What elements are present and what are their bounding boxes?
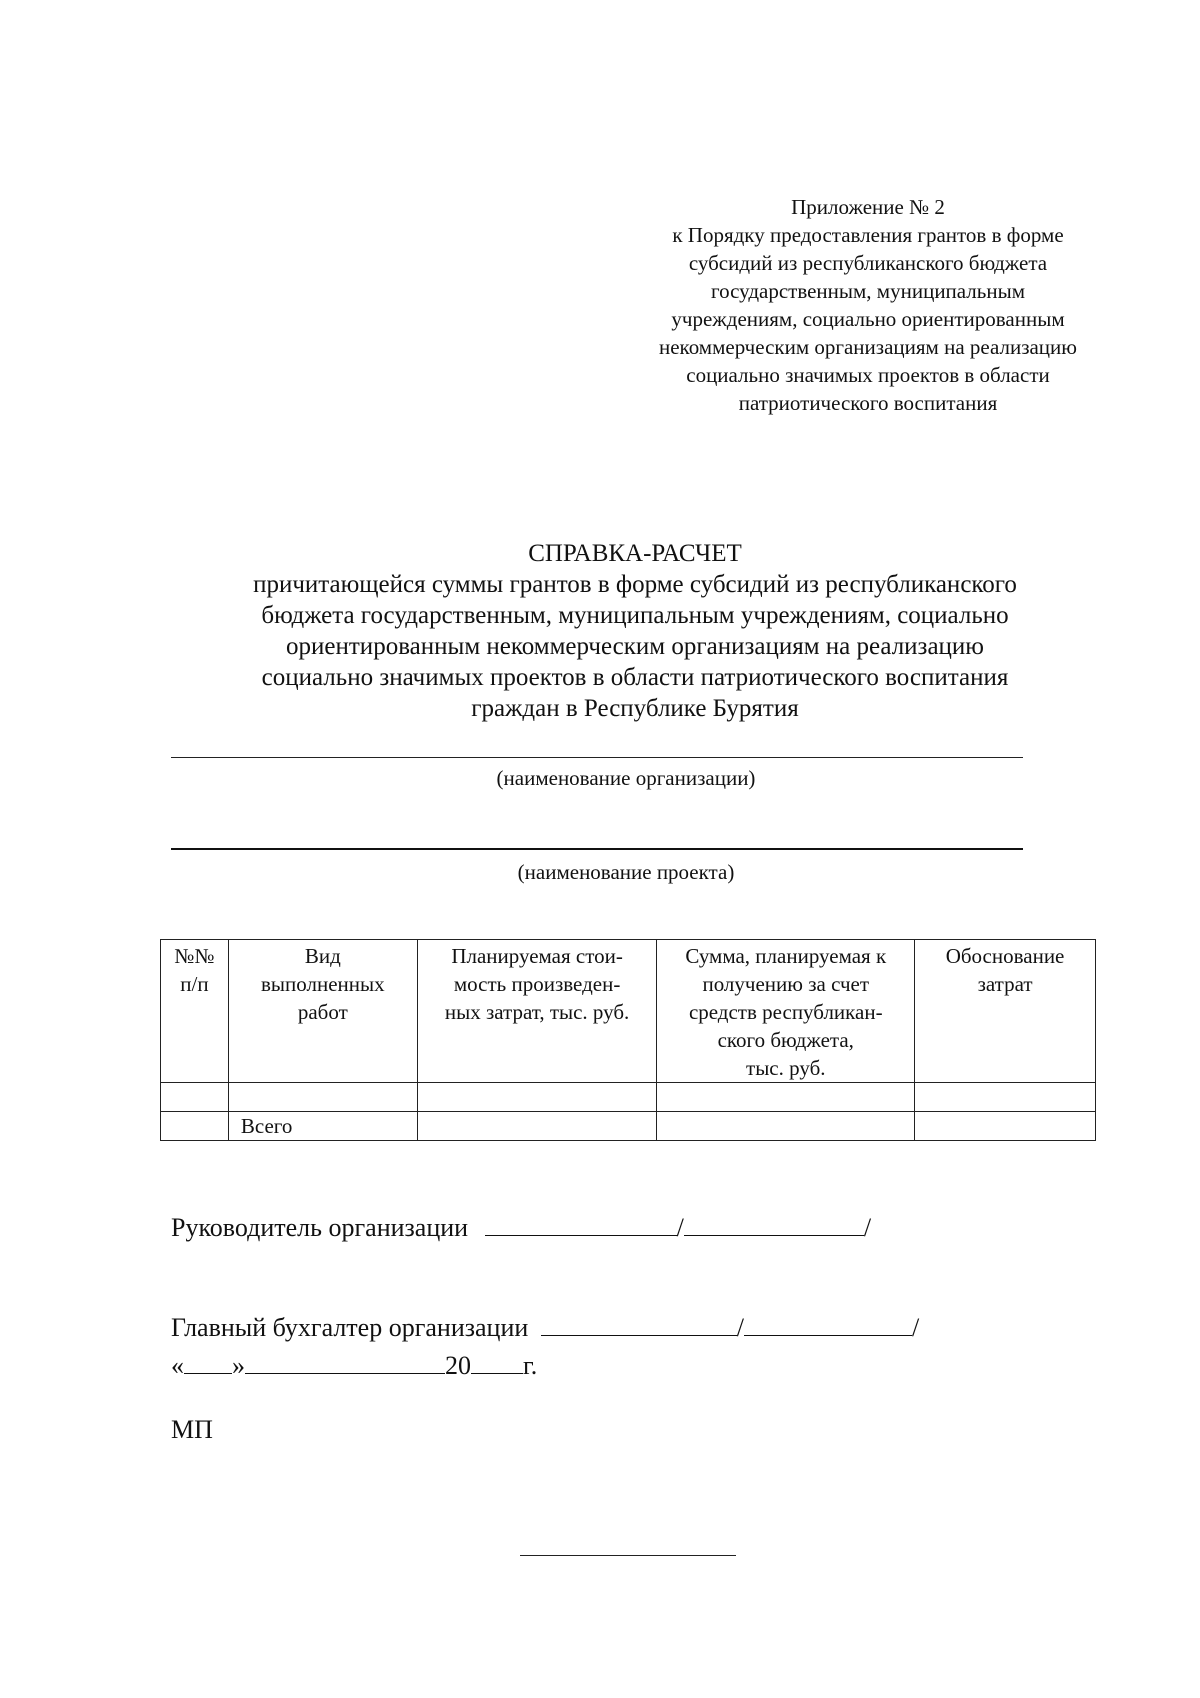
date-month-field[interactable] bbox=[245, 1347, 445, 1374]
table-cell[interactable] bbox=[161, 1083, 229, 1112]
title-line: бюджета государственным, муниципальным учреждениям, социально bbox=[261, 602, 1009, 629]
appendix-line: учреждениям, социально ориентированным bbox=[671, 307, 1065, 331]
date-year-field[interactable] bbox=[471, 1347, 523, 1374]
head-name-field[interactable] bbox=[684, 1209, 864, 1236]
table-cell[interactable] bbox=[915, 1083, 1096, 1112]
appendix-line: к Порядку предоставления грантов в форме bbox=[672, 223, 1064, 247]
appendix-line: патриотического воспитания bbox=[738, 391, 998, 415]
table-cell[interactable] bbox=[228, 1083, 417, 1112]
column-header-budget-amount: Сумма, планируемая к получению за счет средств республикан- ского бюджета, тыс. руб. bbox=[657, 940, 915, 1083]
table-cell bbox=[161, 1112, 229, 1141]
table-cell[interactable] bbox=[417, 1112, 657, 1141]
document-title bbox=[150, 538, 1120, 724]
title-heading: СПРАВКА-РАСЧЕТ bbox=[528, 540, 742, 567]
accountant-name-field[interactable] bbox=[744, 1309, 912, 1336]
date-line bbox=[171, 1347, 537, 1382]
title-line: граждан в Республике Бурятия bbox=[471, 695, 799, 722]
date-open-quote: « bbox=[171, 1351, 184, 1380]
project-caption: (наименование проекта) bbox=[517, 860, 735, 884]
column-header-number: №№ п/п bbox=[161, 940, 229, 1083]
head-signature-field[interactable] bbox=[485, 1209, 677, 1236]
total-label: Всего bbox=[228, 1112, 417, 1141]
slash: / bbox=[676, 1213, 684, 1242]
slash: / bbox=[912, 1313, 920, 1342]
column-header-work-type: Вид выполненных работ bbox=[228, 940, 417, 1083]
head-label: Руководитель организации bbox=[171, 1213, 469, 1242]
table-total-row bbox=[161, 1112, 1096, 1141]
footer-divider bbox=[520, 1555, 736, 1556]
accountant-signature-field[interactable] bbox=[541, 1309, 737, 1336]
table-cell[interactable] bbox=[417, 1083, 657, 1112]
table-row bbox=[161, 1083, 1096, 1112]
table-cell[interactable] bbox=[657, 1112, 915, 1141]
accountant-label: Главный бухгалтер организации bbox=[171, 1313, 529, 1342]
title-line: социально значимых проектов в области патриотического воспитания bbox=[261, 664, 1009, 691]
head-signature-line bbox=[171, 1209, 871, 1244]
organization-caption: (наименование организации) bbox=[496, 766, 756, 790]
table-cell[interactable] bbox=[657, 1083, 915, 1112]
title-line: причитающейся суммы грантов в форме субсидий из республиканского bbox=[253, 571, 1017, 598]
column-header-planned-cost: Планируемая стои- мость произведен- ных затрат, тыс. руб. bbox=[417, 940, 657, 1083]
column-header-justification: Обоснование затрат bbox=[915, 940, 1096, 1083]
stamp-place: МП bbox=[171, 1415, 213, 1444]
appendix-line: Приложение № 2 bbox=[791, 195, 945, 219]
slash: / bbox=[863, 1213, 872, 1242]
date-year-suffix: г. bbox=[523, 1351, 538, 1380]
appendix-note bbox=[618, 193, 1118, 417]
table-header-row bbox=[161, 940, 1096, 1083]
title-line: ориентированным некоммерческим организациям на реализацию bbox=[286, 633, 984, 660]
appendix-line: субсидий из республиканского бюджета bbox=[688, 251, 1048, 275]
date-day-field[interactable] bbox=[184, 1347, 232, 1374]
accountant-signature-line bbox=[171, 1309, 919, 1344]
appendix-line: некоммерческим организациям на реализацию bbox=[659, 335, 1077, 359]
table-cell[interactable] bbox=[915, 1112, 1096, 1141]
organization-name-field[interactable] bbox=[171, 757, 1023, 758]
date-year-prefix: 20 bbox=[445, 1351, 471, 1380]
date-close-quote: » bbox=[232, 1351, 245, 1380]
slash: / bbox=[736, 1313, 745, 1342]
appendix-line: социально значимых проектов в области bbox=[686, 363, 1050, 387]
calculation-table bbox=[160, 939, 1096, 1141]
appendix-line: государственным, муниципальным bbox=[710, 279, 1025, 303]
project-name-field[interactable] bbox=[171, 848, 1023, 850]
